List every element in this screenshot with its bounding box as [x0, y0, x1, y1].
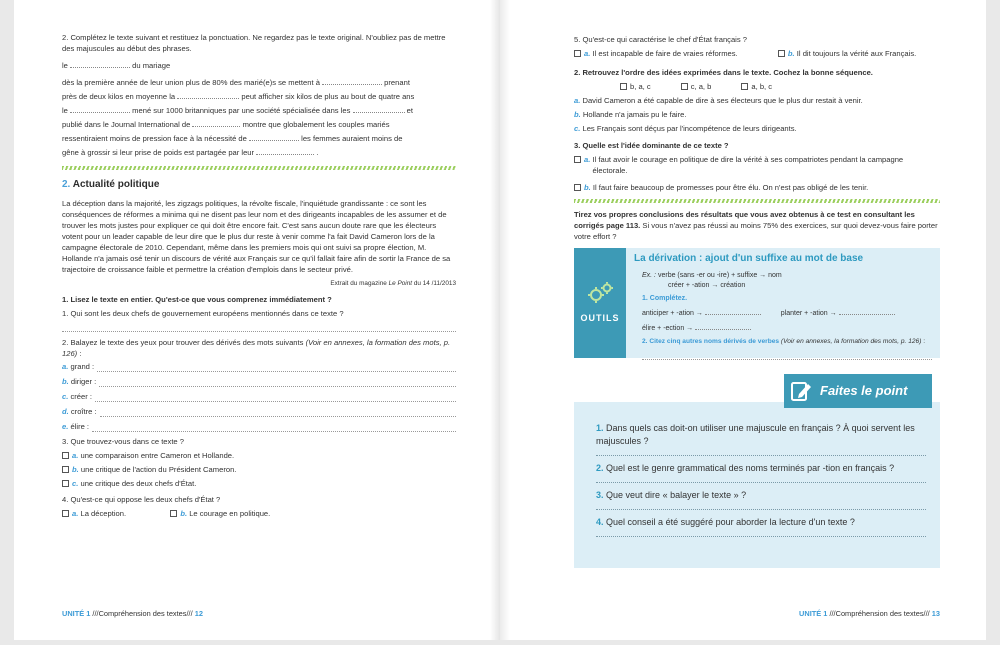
right-question-3-option-a: [574, 154, 940, 176]
cloze-text: publié dans le Journal International de: [62, 120, 191, 129]
cloze-text: les femmes auraient moins de: [301, 134, 403, 143]
option-letter: b.: [62, 376, 69, 386]
answer-line[interactable]: [100, 409, 456, 417]
review-question: [596, 516, 926, 529]
derive-row: [62, 376, 456, 387]
cloze-text: le: [62, 61, 68, 70]
cloze-text: et: [406, 106, 414, 115]
question-number: 4.: [596, 517, 604, 528]
blank[interactable]: [192, 119, 240, 127]
page-number: 12: [194, 609, 203, 619]
cloze-text: près de deux kilos en moyenne la: [62, 92, 176, 101]
question-number: 3.: [596, 490, 604, 501]
idea-text: Les Français sont déçus par l'incompétence de leurs dirigeants.: [582, 124, 797, 133]
question-text: Dans quels cas doit-on utiliser une majuscule en français ? À quoi servent les majuscules ?: [596, 423, 915, 447]
checkbox[interactable]: [574, 156, 581, 163]
article-source: [62, 279, 456, 288]
checkbox[interactable]: [574, 50, 581, 57]
question-text: Que veut dire « balayer le texte » ?: [606, 490, 747, 501]
derive-label: [62, 406, 97, 417]
checkbox[interactable]: [62, 466, 69, 473]
cloze-line-2: [62, 77, 456, 88]
derive-word: grand :: [70, 361, 95, 371]
blank[interactable]: [177, 91, 239, 99]
derive-label: [62, 361, 94, 372]
section-2-title: [62, 178, 456, 193]
outils-item-2: [634, 337, 932, 347]
footer-text: ///Compréhension des textes///: [829, 609, 930, 619]
cloze-text: prenant: [384, 78, 410, 87]
outils-title: La dérivation : ajout d'un suffixe au mot de base: [634, 253, 864, 264]
answer-line[interactable]: [596, 475, 926, 483]
blank[interactable]: [256, 147, 314, 155]
derivation-prompt: planter + -ation →: [780, 309, 837, 317]
option-letter: b.: [584, 183, 591, 192]
faites-le-point-section: [574, 382, 940, 568]
option-letter: b.: [72, 464, 79, 474]
review-question: [596, 462, 926, 475]
blank[interactable]: [695, 322, 751, 330]
derive-label: [62, 376, 96, 387]
right-question-2-heading: 2. Retrouvez l'ordre des idées exprimées dans le texte. Cochez la bonne séquence.: [574, 68, 873, 77]
question-4-options: [62, 508, 456, 519]
faites-le-point-title: Faites le point: [820, 382, 908, 398]
conclusion-text: [574, 209, 940, 242]
exercise-2-instructions: 2. Complétez le texte suivant et restituez la ponctuation. Ne regardez pas le texte original. N'oubliez pas de mettre des majuscules au début des phrases.: [62, 33, 446, 53]
cloze-text: gêne à grossir si leur prise de poids est partagée par leur: [62, 148, 255, 157]
option-letter: c.: [72, 478, 79, 488]
option-text: Il faut faire beaucoup de promesses pour être élu. On n'est pas obligé de les tenir.: [592, 183, 869, 192]
question-5: 5. Qu'est-ce qui caractérise le chef d'État français ?: [574, 35, 747, 44]
right-footer: [799, 609, 940, 620]
outils-label: OUTILS: [580, 313, 620, 324]
idea-item: [574, 123, 940, 134]
option-text: La déception.: [80, 508, 127, 518]
outils-item-2-text: 2. Citez cinq autres noms dérivés de verbes: [642, 338, 780, 346]
derive-label: [62, 391, 92, 402]
checkbox[interactable]: [681, 83, 688, 90]
blank[interactable]: [70, 60, 130, 68]
question-text: Quel conseil a été suggéré pour aborder la lecture d'un texte ?: [606, 517, 855, 528]
sequence-text: a, b, c: [751, 82, 773, 91]
option-letter: b.: [574, 110, 581, 119]
gears-icon: [585, 280, 615, 306]
option-letter: a.: [72, 450, 79, 460]
answer-line[interactable]: [95, 394, 456, 402]
option-letter: c.: [62, 391, 69, 401]
sequence-text: c, a, b: [690, 82, 712, 91]
checkbox[interactable]: [62, 510, 69, 517]
cloze-line-6: [62, 133, 456, 144]
source-prefix: Extrait du magazine: [330, 279, 387, 287]
answer-line[interactable]: [62, 322, 456, 332]
derives-list: [62, 361, 456, 432]
faites-le-point-box: [574, 402, 940, 568]
outils-item-1-text: 1. Complétez.: [642, 294, 688, 302]
section-title-text: Actualité politique: [72, 179, 160, 190]
option-letter: a.: [584, 49, 591, 58]
outils-example: [634, 271, 932, 281]
sequence-text: b, a, c: [630, 82, 651, 91]
derivation-prompt: élire + -ection →: [642, 325, 694, 333]
footer-unit: UNITÉ 1: [799, 609, 828, 619]
blank[interactable]: [705, 307, 761, 315]
option-letter: c.: [574, 124, 581, 133]
cloze-text: .: [316, 148, 319, 157]
review-question: [596, 422, 926, 448]
question-2-colon: :: [79, 348, 82, 358]
answer-line[interactable]: [596, 502, 926, 510]
idea-item: [574, 95, 940, 106]
outils-sidebar: [574, 248, 626, 358]
derive-word: croître :: [70, 406, 97, 416]
page-number: 13: [931, 609, 940, 619]
outils-row-1: [634, 307, 932, 319]
example-rule: verbe (sans -er ou -ire) + suffixe → nom: [657, 271, 782, 279]
blank[interactable]: [322, 77, 382, 85]
derive-row: [62, 406, 456, 417]
derive-label: [62, 421, 89, 432]
cloze-text: dès la première année de leur union plus de 80% des marié(e)s se mettent à: [62, 78, 320, 87]
right-question-3-option-b: [574, 182, 940, 193]
answer-line[interactable]: [596, 529, 926, 537]
checkbox[interactable]: [170, 510, 177, 517]
sequence-options: [574, 81, 940, 92]
outils-item-2-ref: (Voir en annexes, la formation des mots, p. 126): [780, 338, 922, 346]
idea-text: David Cameron a été capable de dire à ses électeurs que le plus dur restait à venir.: [582, 96, 863, 105]
derive-word: diriger :: [70, 376, 97, 386]
outils-example-2: créer + -ation → création: [668, 281, 746, 289]
left-footer: [62, 609, 203, 620]
green-separator: [62, 166, 456, 170]
option-letter: e.: [62, 421, 69, 431]
sequence-option[interactable]: [741, 82, 772, 91]
option-letter: a.: [62, 361, 69, 371]
cloze-text: du mariage: [132, 61, 171, 70]
green-separator: [574, 199, 940, 203]
option-letter: a.: [584, 155, 591, 164]
sequence-option[interactable]: [681, 82, 712, 91]
right-question-3-heading: 3. Quelle est l'idée dominante de ce texte ?: [574, 141, 729, 150]
option-row: [62, 464, 456, 475]
question-2-ref: (Voir en annexes, la formation des mots, p. 126): [62, 337, 451, 358]
option-row: [62, 478, 456, 489]
question-1-1: 1. Qui sont les deux chefs de gouvernement européens mentionnés dans ce texte ?: [62, 308, 344, 318]
section-number: 2.: [62, 179, 71, 190]
faites-le-point-tab: [784, 374, 932, 408]
checkbox[interactable]: [620, 83, 627, 90]
right-page: [500, 0, 986, 640]
option-text: Il dit toujours la vérité aux Français.: [796, 49, 917, 58]
option-letter: d.: [62, 406, 69, 416]
outils-row-2: [634, 322, 932, 334]
checkbox[interactable]: [741, 83, 748, 90]
derive-row: [62, 361, 456, 372]
cloze-line-3: [62, 91, 456, 102]
source-date: du 14 /11/2013: [413, 279, 456, 287]
question-1-heading: 1. Lisez le texte en entier. Qu'est-ce que vous comprenez immédiatement ?: [62, 294, 332, 304]
derive-row: [62, 391, 456, 402]
question-4: 4. Qu'est-ce qui oppose les deux chefs d'État ?: [62, 494, 221, 504]
option-row: [62, 450, 456, 461]
idea-item: [574, 109, 940, 120]
outils-item-2-colon: :: [923, 338, 926, 346]
blank[interactable]: [249, 133, 299, 141]
conclusion-bold: Tirez vos propres conclusions des résultats que vous avez obtenus à ce test en consultant les corrigés page 113.: [574, 210, 915, 230]
idea-text: Hollande n'a jamais pu le faire.: [582, 110, 687, 119]
outils-item-1: [634, 294, 932, 304]
footer-unit: UNITÉ 1: [62, 609, 91, 619]
derive-word: élire :: [70, 421, 90, 431]
option-text: Il est incapable de faire de vraies réformes.: [592, 49, 738, 58]
checkbox[interactable]: [574, 184, 581, 191]
blank[interactable]: [839, 307, 895, 315]
checkbox[interactable]: [62, 452, 69, 459]
option-text: une comparaison entre Cameron et Hollande.: [80, 450, 235, 460]
question-5-options: [574, 48, 940, 59]
footer-text: ///Compréhension des textes///: [92, 609, 193, 619]
book-spread: [14, 0, 986, 640]
option-letter: b.: [787, 49, 795, 58]
derive-row: [62, 421, 456, 432]
outils-box: [574, 248, 940, 358]
option-text: Le courage en politique.: [189, 508, 271, 518]
cloze-line-4: [62, 105, 456, 116]
answer-line[interactable]: [97, 364, 456, 372]
cloze-line-7: [62, 147, 456, 158]
option-letter: a.: [574, 96, 581, 105]
cloze-text: montre que globalement les couples mariés: [242, 120, 390, 129]
option-text: une critique des deux chefs d'État.: [80, 478, 197, 488]
cloze-line-5: [62, 119, 456, 130]
question-2: [62, 337, 456, 359]
cloze-line-1: [62, 60, 456, 71]
article-text: La déception dans la majorité, les zigzags politiques, la révolte fiscale, l'inquiétude grandissante : ce sont les conséquences de réformes a minima qui ne disent pas leur nom et des dirigeants incapables de les assumer et de trouver les mots justes pour expliquer ce qui doit être encore fait. C'est sans aucun doute rare que les électeurs votent pour un leader capable de leur dire que le plus dur reste à venir comme l'a fait David Cameron lors de la campagne électorale de 2010. Cependant, même dans les premiers mois qui ont suivi sa propre élection, M. Hollande n'a jamais osé tenir un discours de vérité aux Français sur ce qu'il fallait faire afin de sortir la France de sa trajectoire de croissance faible et permettre la création d'emplois dans le secteur privé.: [62, 198, 451, 274]
question-number: 1.: [596, 423, 604, 433]
derivation-prompt: anticiper + -ation →: [642, 309, 703, 317]
sequence-option[interactable]: [620, 82, 651, 91]
question-3: 3. Que trouvez-vous dans ce texte ?: [62, 436, 184, 446]
conclusion-rest: Si vous n'avez pas réussi au moins 75% des exercices, sur quoi devez-vous faire porter votre effort ?: [574, 221, 938, 241]
blank[interactable]: [70, 105, 130, 113]
cloze-text: mené sur 1000 britanniques par une société spécialisée dans les: [132, 106, 351, 115]
question-text: Quel est le genre grammatical des noms terminés par -tion en français ?: [606, 463, 895, 474]
option-letter: b.: [180, 508, 188, 518]
answer-line[interactable]: [92, 424, 456, 432]
derive-word: créer :: [70, 391, 92, 401]
question-2-text: 2. Balayez le texte des yeux pour trouver des dérivés des mots suivants: [62, 337, 304, 347]
checkbox[interactable]: [778, 50, 785, 57]
source-magazine: Le Point: [388, 279, 413, 287]
option-letter: a.: [72, 508, 79, 518]
blank[interactable]: [353, 105, 405, 113]
outils-content: [626, 248, 940, 358]
review-question: [596, 489, 926, 502]
option-text: Il faut avoir le courage en politique de dire la vérité à ses compatriotes pendant la campagne électorale.: [592, 155, 904, 175]
answer-line[interactable]: [99, 379, 456, 387]
example-label: Ex. :: [642, 271, 657, 279]
ideas-list: [574, 95, 940, 134]
option-text: une critique de l'action du Président Cameron.: [80, 464, 237, 474]
cloze-text: ressentiraient moins de pression face à la nécessité de: [62, 134, 247, 143]
answer-line[interactable]: [596, 448, 926, 456]
question-number: 2.: [596, 463, 604, 474]
cloze-text: le: [62, 106, 68, 115]
answer-line[interactable]: [642, 350, 932, 360]
question-3-options: [62, 450, 456, 489]
cloze-text: peut afficher six kilos de plus au bout de quatre ans: [241, 92, 415, 101]
checkbox[interactable]: [62, 480, 69, 487]
left-page: [14, 0, 500, 640]
edit-note-icon: [790, 380, 812, 402]
